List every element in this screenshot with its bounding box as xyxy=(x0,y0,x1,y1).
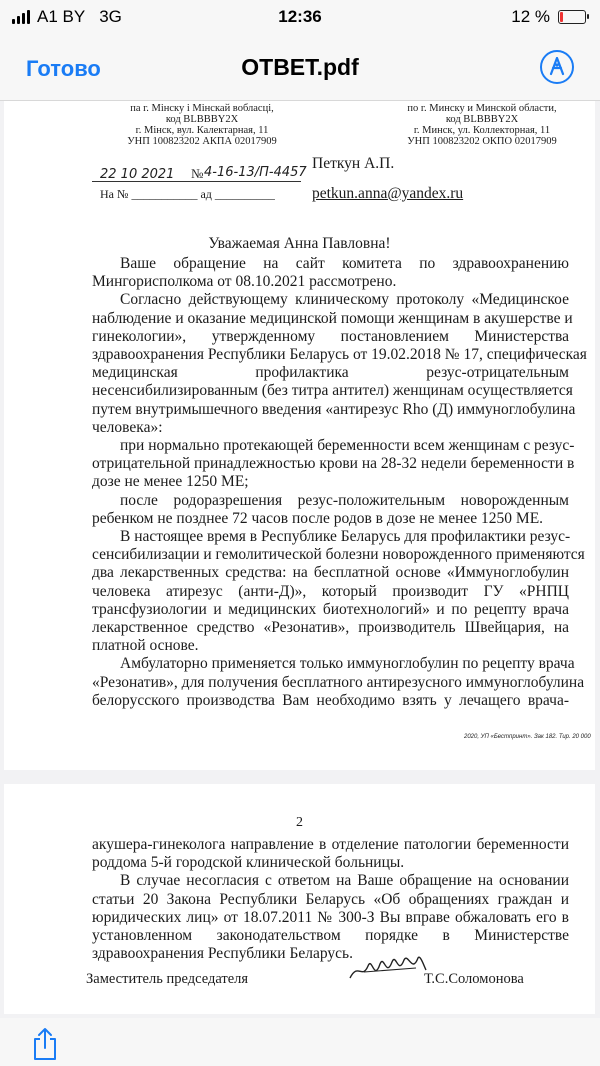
body-line: белорусского производства Вам необходимо взять у лечащего врача- xyxy=(92,691,569,709)
carrier-name: A1 BY xyxy=(37,7,86,26)
navigation-bar xyxy=(0,34,600,101)
body-line: статьи 20 Закона Республики Беларусь «Об обращениях граждан и xyxy=(92,890,569,908)
body-line: В настоящее время в Республике Беларусь для профилактики резус- xyxy=(120,528,571,545)
number-sign: № xyxy=(191,166,204,181)
body-line: при нормально протекающей беременности всем женщинам с резус- xyxy=(120,437,575,454)
body-line: здравоохранения Республики Беларусь от 19.02.2018 № 17, специфическая xyxy=(92,346,587,363)
battery-icon xyxy=(558,10,586,24)
number-handwritten: 4-16-13/П-4457 xyxy=(204,165,307,180)
body-line: отрицательной принадлежностью крови на 28-32 недели беременности в xyxy=(92,455,575,473)
header-right-line-2: код BLBBBY2X xyxy=(445,114,519,125)
status-bar xyxy=(0,0,600,34)
body-line: В случае несогласия с ответом на Ваше обращение на основании xyxy=(120,872,569,890)
body-line: «Резонатив», для получения бесплатного антирезусного иммуноглобулина xyxy=(92,673,585,691)
signature-scribble xyxy=(346,948,430,988)
body-line: медицинская профилактика резус-отрицательным xyxy=(92,364,569,382)
body-line: Ваше обращение на сайт комитета по здравоохранению xyxy=(120,255,569,272)
recipient-name: Петкун А.П. xyxy=(312,155,395,172)
header-left-line-4: УНП 100823202 АКПА 02017909 xyxy=(127,136,277,147)
body-line: платной основе. xyxy=(92,637,199,655)
body-line: Мингорисполкома от 08.10.2021 рассмотрено. xyxy=(92,273,397,291)
pdf-page-1 xyxy=(4,101,595,770)
body-line: здравоохранения Республики Беларусь. xyxy=(92,945,353,963)
body-line: несенсибилизированным (без титра антител) женщинам осуществляется xyxy=(92,382,573,400)
body-line: после родоразрешения резус-положительным новорожденным xyxy=(120,491,569,509)
body-line: юридических лиц» от 18.07.2011 № 300-З Вы вправе обжаловать его в xyxy=(92,908,569,926)
header-left-line-1: па г. Мінску і Мінскай вобласці, xyxy=(130,103,274,114)
greeting: Уважаемая Анна Павловна! xyxy=(208,235,391,252)
signer-name: Т.С.Соломонова xyxy=(424,971,524,987)
body-line: лекарственное средство «Резонатив», производитель Швейцария, на xyxy=(92,619,569,636)
body-line: два лекарственных средства: на бесплатной основе «Иммуноглобулин xyxy=(92,564,569,582)
clock: 12:36 xyxy=(278,7,322,26)
body-line: Амбулаторно применяется только иммуноглобулин по рецепту врача xyxy=(120,655,575,673)
header-left-line-2: код BLBBBY2X xyxy=(165,114,239,125)
body-line: человека атирезус (анти-Д)», который производит ГУ «РНПЦ xyxy=(92,582,569,600)
bottom-toolbar xyxy=(0,1018,600,1066)
body-line: акушера-гинеколога направление в отделение патологии беременности xyxy=(92,836,569,853)
body-line: человека»: xyxy=(92,418,163,436)
date-handwritten: 22 10 2021 xyxy=(100,167,175,182)
page-number: 2 xyxy=(296,815,303,830)
share-icon[interactable] xyxy=(30,1026,60,1062)
header-left-line-3: г. Мінск, вул. Калектарная, 11 xyxy=(135,125,269,136)
done-button[interactable]: Готово xyxy=(26,56,101,81)
body-line: Согласно действующему клиническому протоколу «Медицинское xyxy=(120,291,569,309)
battery-level xyxy=(560,12,563,22)
header-right-line-1: по г. Минску и Минской области, xyxy=(407,103,557,114)
status-right xyxy=(511,7,586,27)
pdf-page-2 xyxy=(4,784,595,1014)
body-line: ребенком не позднее 72 часов после родов в дозе не менее 1250 МЕ. xyxy=(92,509,544,527)
body-line: сенсибилизации и гемолитической болезни новорожденного применяются xyxy=(92,546,585,564)
number-underline xyxy=(206,181,301,182)
print-imprint: 2020, УП «Бестпринт». Зак 182. Тир. 20 000 xyxy=(464,734,591,740)
body-line: трансфузиологии и медицинских биотехнологий» и по рецепту врача xyxy=(92,600,569,618)
body-line: роддома 5-й городской клинической больницы. xyxy=(92,854,405,872)
body-line: путем внутримышечного введения «антирезус Rho (Д) иммуноглобулина xyxy=(92,400,576,418)
header-right-line-4: УНП 100823202 ОКПО 02017909 xyxy=(407,136,557,147)
body-line: установленном законодательством порядке в Министерстве xyxy=(92,927,569,944)
body-line: дозе не менее 1250 МЕ; xyxy=(92,473,249,491)
document-title: ОТВЕТ.pdf xyxy=(241,54,359,80)
network-type: 3G xyxy=(99,7,122,26)
signer-title: Заместитель председателя xyxy=(86,971,249,987)
body-line: гинекологии», утвержденному постановлением Министерства xyxy=(92,327,569,345)
battery-percent: 12 % xyxy=(511,7,550,26)
recipient-email: petkun.anna@yandex.ru xyxy=(312,185,464,202)
body-line: наблюдение и оказание медицинской помощи женщинам в акушерстве и xyxy=(92,309,573,327)
markup-pen-icon[interactable] xyxy=(540,50,574,84)
reference-line: На № ___________ ад __________ xyxy=(100,187,275,201)
header-right-line-3: г. Минск, ул. Коллекторная, 11 xyxy=(413,125,551,136)
